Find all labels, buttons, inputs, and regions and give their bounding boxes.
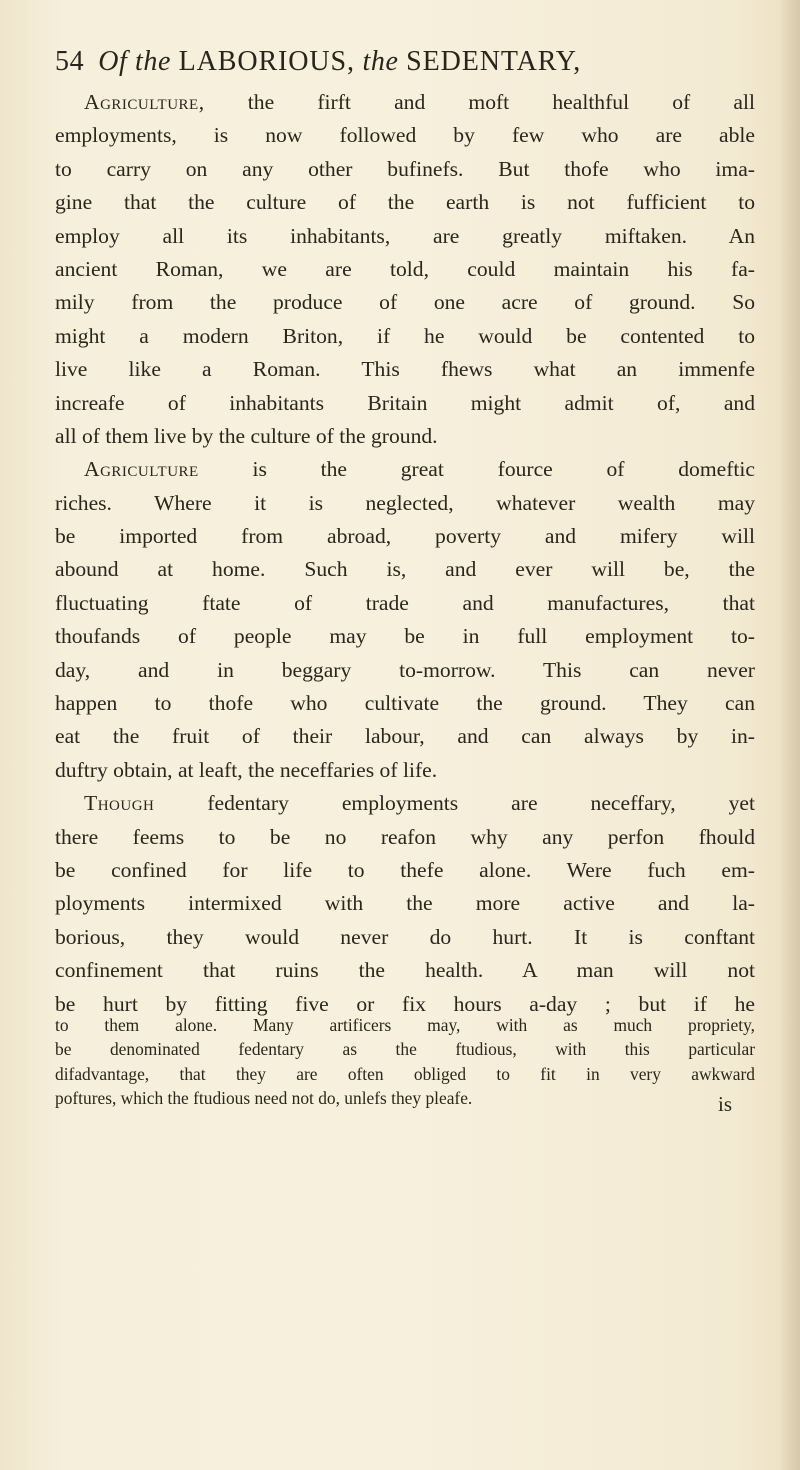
text-line: mily from the produce of one acre of ground. So: [55, 290, 755, 315]
footnote-line: be denominated fedentary as the ftudious, with this particular: [55, 1039, 755, 1060]
paragraph-lead-word: Agriculture: [84, 457, 199, 482]
text-line: increafe of inhabitants Britain might admit of, and: [55, 390, 755, 415]
text-line: all of them live by the culture of the ground.: [55, 423, 438, 448]
paragraph-lead-word: Though: [84, 791, 155, 816]
text-line: ancient Roman, we are told, could maintain his fa-: [55, 256, 755, 281]
text-line: day, and in beggary to-morrow. This can never: [55, 657, 755, 682]
text-line: fluctuating ftate of trade and manufactures, that: [55, 590, 755, 615]
text-line: to carry on any other bufinefs. But thofe who ima-: [55, 156, 755, 181]
text-line: confinement that ruins the health. A man will not: [55, 958, 755, 983]
header-laborious: LABORIOUS,: [178, 46, 355, 77]
text-line: employments, is now followed by few who are able: [55, 123, 755, 148]
text-line: there feems to be no reafon why any perfon fhould: [55, 824, 755, 849]
paragraph-first-line: Agriculture is the great fource of domeftic: [84, 457, 755, 482]
text-line: happen to thofe who cultivate the ground. They can: [55, 691, 755, 716]
text-line: abound at home. Such is, and ever will be, the: [55, 557, 755, 582]
header-italic-the: the: [362, 46, 399, 77]
text-line: live like a Roman. This fhews what an immenfe: [55, 357, 755, 382]
text-line: gine that the culture of the earth is not fufficient to: [55, 190, 755, 215]
header-sedentary: SEDENTARY,: [406, 46, 582, 77]
paragraph-lead-word: Agriculture,: [84, 90, 205, 114]
text-line: be imported from abroad, poverty and mifery will: [55, 524, 755, 549]
page-edge-shadow: [778, 0, 800, 1470]
body-text: [55, 86, 755, 1021]
text-line: ployments intermixed with the more active and la-: [55, 891, 755, 916]
footnote-line: difadvantage, that they are often obliged to fit in very awkward: [55, 1063, 755, 1084]
paragraph-first-line: Though fedentary employments are neceffary, yet: [84, 791, 755, 816]
footnote: [55, 1013, 755, 1110]
text-line: be hurt by fitting five or fix hours a-day ; but if he: [55, 991, 755, 1016]
text-line: duftry obtain, at leaft, the neceffaries of life.: [55, 757, 438, 782]
catchword: is: [718, 1092, 733, 1116]
running-header: [55, 46, 755, 86]
paragraph-first-line: Agriculture, the firft and moft healthful of all: [84, 90, 755, 114]
footnote-line: poftures, which the ftudious need not do, unlefs they pleafe.: [55, 1087, 473, 1108]
text-line: be confined for life to thefe alone. Were fuch em-: [55, 857, 755, 882]
text-line: thoufands of people may be in full employment to-: [55, 624, 755, 649]
footnote-line: to them alone. Many artificers may, with as much propriety,: [55, 1015, 755, 1035]
text-line: might a modern Briton, if he would be contented to: [55, 323, 755, 348]
page-number: 54: [55, 46, 85, 77]
text-line: eat the fruit of their labour, and can always by in-: [55, 724, 755, 749]
header-italic-of-the: Of the: [98, 46, 172, 77]
text-line: riches. Where it is neglected, whatever wealth may: [55, 490, 755, 515]
text-line: employ all its inhabitants, are greatly miftaken. An: [55, 223, 755, 248]
text-line: borious, they would never do hurt. It is conftant: [55, 924, 755, 949]
